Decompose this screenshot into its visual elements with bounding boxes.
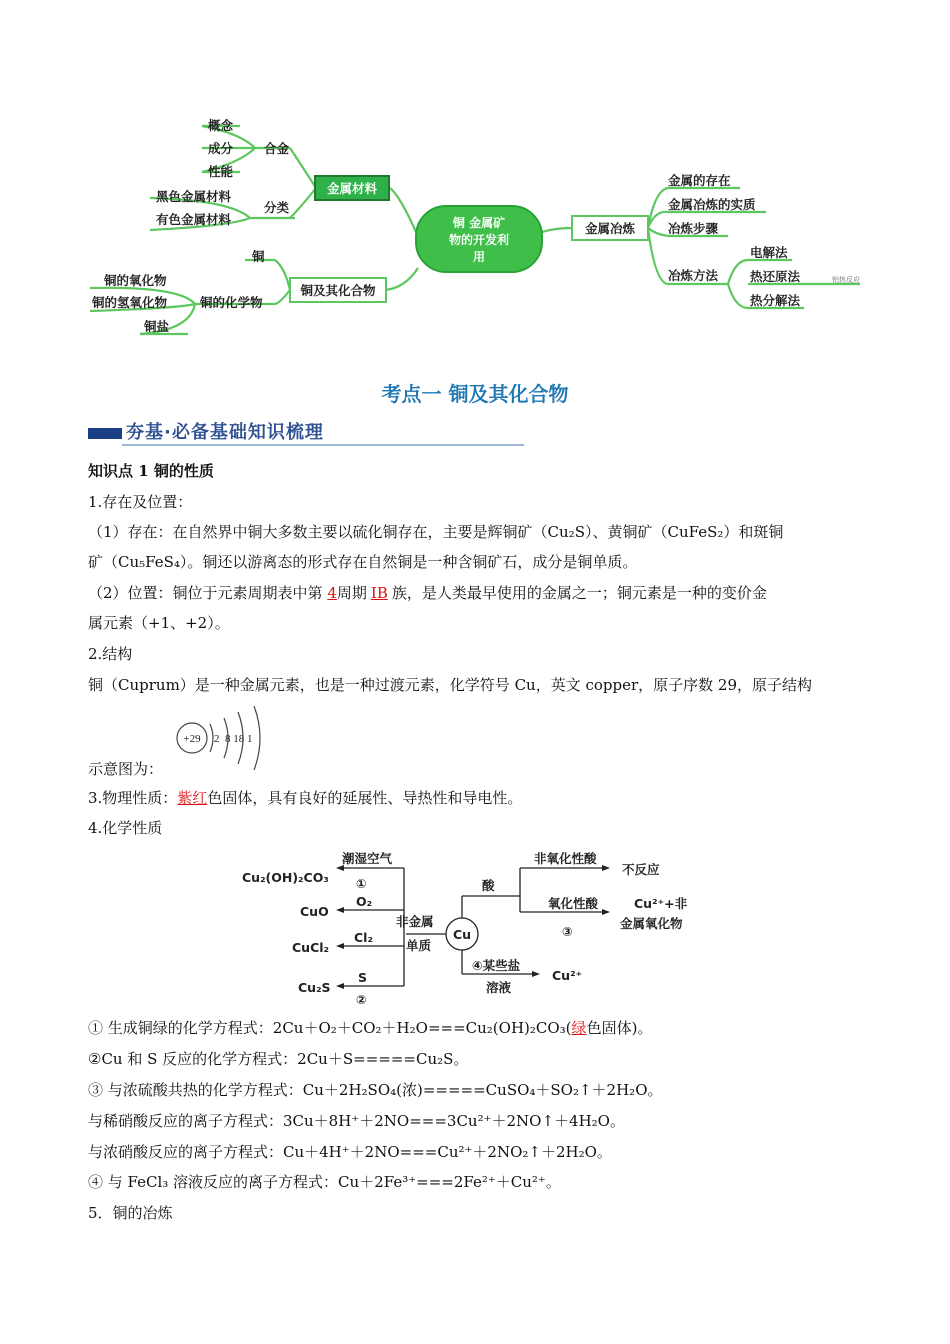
physical-color: 紫红 bbox=[177, 789, 208, 807]
position-text-b: 周期 bbox=[336, 584, 367, 602]
reagent-circle1: ① bbox=[356, 876, 367, 891]
mindmap-copper-chem: 铜的化学物 bbox=[200, 295, 263, 310]
equation-6: ④ 与 FeCl₃ 溶液反应的离子方程式：Cu＋2Fe³⁺===2Fe²⁺＋Cu²⁺。 bbox=[88, 1173, 561, 1191]
mindmap-ferrous: 黑色金属材料 bbox=[156, 189, 232, 204]
position-group: ⅠB bbox=[370, 584, 388, 602]
physical-rest: 色固体，具有良好的延展性、导热性和导电性。 bbox=[207, 789, 523, 807]
equation-4: 与稀硝酸反应的离子方程式：3Cu＋8H⁺＋2NO===3Cu²⁺＋2NO↑＋4H₂O。 bbox=[88, 1112, 625, 1130]
mindmap-box-metal-materials-label: 金属材料 bbox=[326, 181, 378, 196]
mindmap-tiny-note: 铝热反应 bbox=[832, 276, 860, 284]
equation-1-green: 绿 bbox=[571, 1019, 587, 1037]
mindmap-copper: 铜 bbox=[252, 249, 265, 264]
product-cucl2: CuCl₂ bbox=[292, 940, 330, 955]
banner-text: 夯基·必备基础知识梳理 bbox=[126, 422, 324, 443]
equation-3: ③ 与浓硫酸共热的化学方程式：Cu＋2H₂SO₄(浓)=====CuSO₄＋SO₂↑＋2H₂O。 bbox=[88, 1081, 663, 1099]
position-period: 4 bbox=[327, 584, 337, 602]
acid-label: 酸 bbox=[482, 878, 495, 893]
reagent-moist-air: 潮湿空气 bbox=[342, 851, 393, 866]
existence-para-line1: （1）存在：在自然界中铜大多数主要以硫化铜存在，主要是辉铜矿（Cu₂S）、黄铜矿（CuFeS₂）和斑铜 bbox=[88, 523, 784, 541]
atom-nucleus-label: +29 bbox=[183, 733, 201, 745]
mindmap-classify: 分类 bbox=[264, 200, 290, 215]
mindmap-box-copper-compounds-label: 铜及其化合物 bbox=[300, 283, 376, 298]
nonoxidizing-acid-label: 非氧化性酸 bbox=[534, 851, 597, 866]
ox-product-line1: Cu²⁺+非 bbox=[634, 896, 688, 911]
reagent-o2: O₂ bbox=[356, 894, 373, 909]
section1-heading: 知识点 1 铜的性质 bbox=[88, 462, 214, 480]
product-basic-carbonate: Cu₂(OH)₂CO₃ bbox=[242, 870, 329, 885]
product-cuo: CuO bbox=[300, 904, 329, 919]
nonmetal-label-1: 非金属 bbox=[396, 914, 434, 929]
mindmap-copper-salt: 铜盐 bbox=[144, 319, 170, 334]
mindmap-electrolysis: 电解法 bbox=[750, 245, 788, 260]
heading-existence: 1.存在及位置： bbox=[88, 493, 193, 511]
mindmap-thermal-reduction: 热还原法 bbox=[750, 269, 801, 284]
nonmetal-label-2: 单质 bbox=[406, 938, 432, 953]
existence-para-line2: 矿（Cu₅FeS₄）。铜还以游离态的形式存在自然铜是一种含铜矿石，成分是铜单质。 bbox=[88, 553, 638, 571]
mindmap-alloy-properties: 性能 bbox=[208, 164, 234, 179]
mindmap-method: 冶炼方法 bbox=[668, 268, 719, 283]
section-banner bbox=[88, 418, 438, 446]
mindmap-box-smelting-label: 金属冶炼 bbox=[584, 221, 636, 236]
banner-underline bbox=[122, 444, 524, 446]
ox-product-line2: 金属氧化物 bbox=[620, 916, 683, 931]
mindmap-alloy-composition: 成分 bbox=[208, 141, 234, 156]
position-para-line2: 属元素（+1、+2）。 bbox=[88, 614, 230, 632]
mindmap-alloy-concept: 概念 bbox=[208, 118, 234, 133]
product-cu2s: Cu₂S bbox=[298, 980, 331, 995]
oxidizing-acid-label: 氧化性酸 bbox=[548, 896, 599, 911]
mindmap-steps: 冶炼步骤 bbox=[668, 221, 719, 236]
banner-bar bbox=[88, 428, 122, 439]
heading-smelting: 5．铜的冶炼 bbox=[88, 1204, 173, 1222]
mind-map bbox=[80, 108, 880, 348]
equation-1-tail: 色固体)。 bbox=[586, 1019, 653, 1037]
mindmap-center-line1: 铜 金属矿 bbox=[452, 216, 506, 230]
structure-para: 铜（Cuprum）是一种金属元素，也是一种过渡元素，化学符号 Cu，英文 copper，原子序数 29，原子结构 bbox=[88, 676, 813, 694]
physical-properties bbox=[88, 783, 868, 813]
physical-label: 3.物理性质： bbox=[88, 789, 178, 807]
structure-tail: 示意图为： bbox=[88, 760, 164, 778]
salt-label-1: ④某些盐 bbox=[472, 958, 521, 973]
mindmap-center-line2: 物的开发利 bbox=[448, 233, 510, 247]
position-text-c: 族，是人类最早使用的金属之一；铜元素是一种的变价金 bbox=[391, 584, 767, 602]
atom-shells-label: 2 8 18 1 bbox=[214, 733, 253, 745]
reagent-circle2: ② bbox=[356, 992, 367, 1007]
reagent-s: S bbox=[358, 970, 368, 985]
mindmap-copper-oxide: 铜的氧化物 bbox=[104, 273, 167, 288]
salt-label-2: 溶液 bbox=[486, 980, 512, 995]
heading-structure: 2.结构 bbox=[88, 645, 133, 663]
equation-1-text: ① 生成铜绿的化学方程式：2Cu＋O₂＋CO₂＋H₂O===Cu₂(OH)₂CO₃( bbox=[88, 1019, 572, 1037]
mindmap-essence: 金属冶炼的实质 bbox=[668, 197, 756, 212]
circle3-label: ③ bbox=[562, 924, 573, 939]
mindmap-nonferrous: 有色金属材料 bbox=[156, 212, 232, 227]
mindmap-center-line3: 用 bbox=[472, 250, 486, 264]
mindmap-existence: 金属的存在 bbox=[668, 173, 731, 188]
position-para-line1 bbox=[88, 578, 868, 608]
salt-product: Cu²⁺ bbox=[552, 968, 583, 983]
equation-1 bbox=[88, 1013, 868, 1043]
cu-center-label: Cu bbox=[452, 927, 472, 942]
mindmap-alloy: 合金 bbox=[264, 141, 290, 156]
no-reaction-label: 不反应 bbox=[622, 862, 660, 877]
reagent-cl2: Cl₂ bbox=[354, 930, 373, 945]
mindmap-copper-hydroxide: 铜的氢氧化物 bbox=[92, 295, 168, 310]
heading-chemical: 4.化学性质 bbox=[88, 819, 163, 837]
equation-2: ②Cu 和 S 反应的化学方程式：2Cu＋S=====Cu₂S。 bbox=[88, 1050, 469, 1068]
chemical-properties-diagram bbox=[236, 846, 716, 1010]
page-title: 考点一 铜及其化合物 bbox=[381, 382, 569, 406]
position-text-a: （2）位置：铜位于元素周期表中第 bbox=[88, 584, 328, 602]
mindmap-thermal-decomposition: 热分解法 bbox=[750, 293, 801, 308]
equation-5: 与浓硝酸反应的离子方程式：Cu＋4H⁺＋2NO===Cu²⁺＋2NO₂↑＋2H₂O。 bbox=[88, 1143, 612, 1161]
